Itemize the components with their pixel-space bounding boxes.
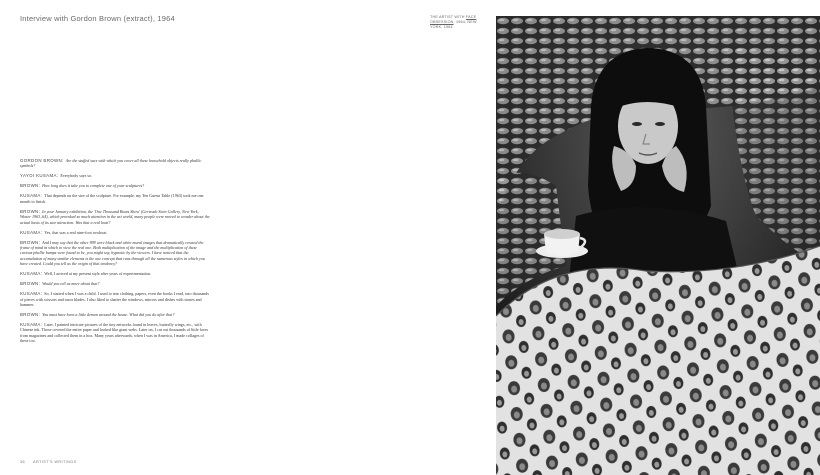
interview-entry (20, 271, 210, 276)
interview-entry (20, 240, 210, 267)
speaker-name: BROWN: (20, 183, 41, 189)
speaker-name: BROWN: (20, 239, 41, 245)
question-text: You must have been a little demon around the house. What did you do after that? (42, 312, 175, 318)
interview-entry (20, 183, 210, 188)
speaker-name: KUSAMA: (20, 229, 43, 235)
page-number: 36 (20, 460, 26, 464)
interview-entry (20, 312, 210, 317)
right-page (410, 0, 820, 475)
interview-entry (20, 209, 210, 225)
interview-entry (20, 322, 210, 344)
answer-text: So, I started when I was a child. I used to tear clothing, papers, even the books I read, into thousands of pieces with scissors and razor blades. I also liked to shatter the windows, mirrors and dishes with stones and hammer. (20, 291, 209, 308)
interview-entry (20, 230, 210, 235)
answer-text: That depends on the size of the sculpture. For example, my Ten Guests Table (1963) took me one month to finish. (20, 193, 204, 204)
question-text: Would you tell us more about that? (42, 281, 100, 287)
question-text: How long does it take you to complete one of your sculptures? (42, 183, 145, 189)
question-text: Are the stuffed sacs with which you cover all these household objects really phallic symbols? (20, 158, 202, 169)
photo-caption (430, 15, 490, 29)
interview-entry (20, 158, 210, 169)
question-text: And I may say that the other 999 were black and white mural images that dramatically created the frame of mind in which to view the real one. Both multiplication of the image and the multiplication of these curious phallic bumps were found to be, you might say, hypnotic by the viewers. I have noticed that the accumulation of many similar elements is the one concept that runs through all the numerous styles in which you have created. Could you tell us the origin of that tendency? (20, 239, 205, 267)
answer-text: Everybody says so. (60, 173, 93, 179)
speaker-name: BROWN: (20, 312, 41, 318)
speaker-name: KUSAMA: (20, 193, 43, 199)
page-title: Interview with Gordon Brown (extract), 1964 (20, 14, 175, 23)
interview-text (20, 158, 210, 348)
speaker-name: GORDON BROWN: (20, 158, 64, 163)
speaker-name: KUSAMA: (20, 271, 43, 277)
speaker-name: KUSAMA: (20, 291, 43, 297)
speaker-name: BROWN: (20, 208, 41, 214)
interview-entry (20, 291, 210, 307)
artist-photograph (496, 16, 820, 475)
caption-details: , 1964, NEW YORK, 1964 (430, 19, 477, 29)
speaker-name: BROWN: (20, 281, 41, 287)
speaker-name: KUSAMA: (20, 322, 43, 328)
question-text: In your January exhibition, the 'One Thousand Boats Show' (Gertrude Stein Gallery, New York, Winter 1963–64), which provoked so much attention in the art world, many people were moved to wonder about the actual basis of its star attraction. Was that a real boat? (20, 208, 210, 225)
interview-entry (20, 281, 210, 286)
page-footer (20, 460, 77, 464)
interview-entry (20, 193, 210, 204)
interview-entry (20, 173, 210, 178)
answer-text: Yes, that was a real nine-foot rowboat. (44, 229, 108, 235)
photograph-image (496, 16, 820, 475)
section-label: ARTIST'S WRITINGS (33, 460, 77, 464)
caption-work-title: FACE OBSESSION (430, 15, 477, 24)
speaker-name: YAYOI KUSAMA: (20, 173, 59, 179)
answer-text: Later, I painted intricate pictures of the tiny networks found in leaves, butterfly wings, etc., with Chinese ink. Those covered the entire paper and looked like giant webs. Later on, I cut out thousands of little faces from magazines and collected them in a box. Many years afterwards, when I was in America, I made collages of these too. (20, 322, 209, 344)
answer-text: Well, I arrived at my present style after years of experimentation. (44, 271, 151, 277)
caption-line: THE ARTIST WITH (430, 15, 465, 19)
